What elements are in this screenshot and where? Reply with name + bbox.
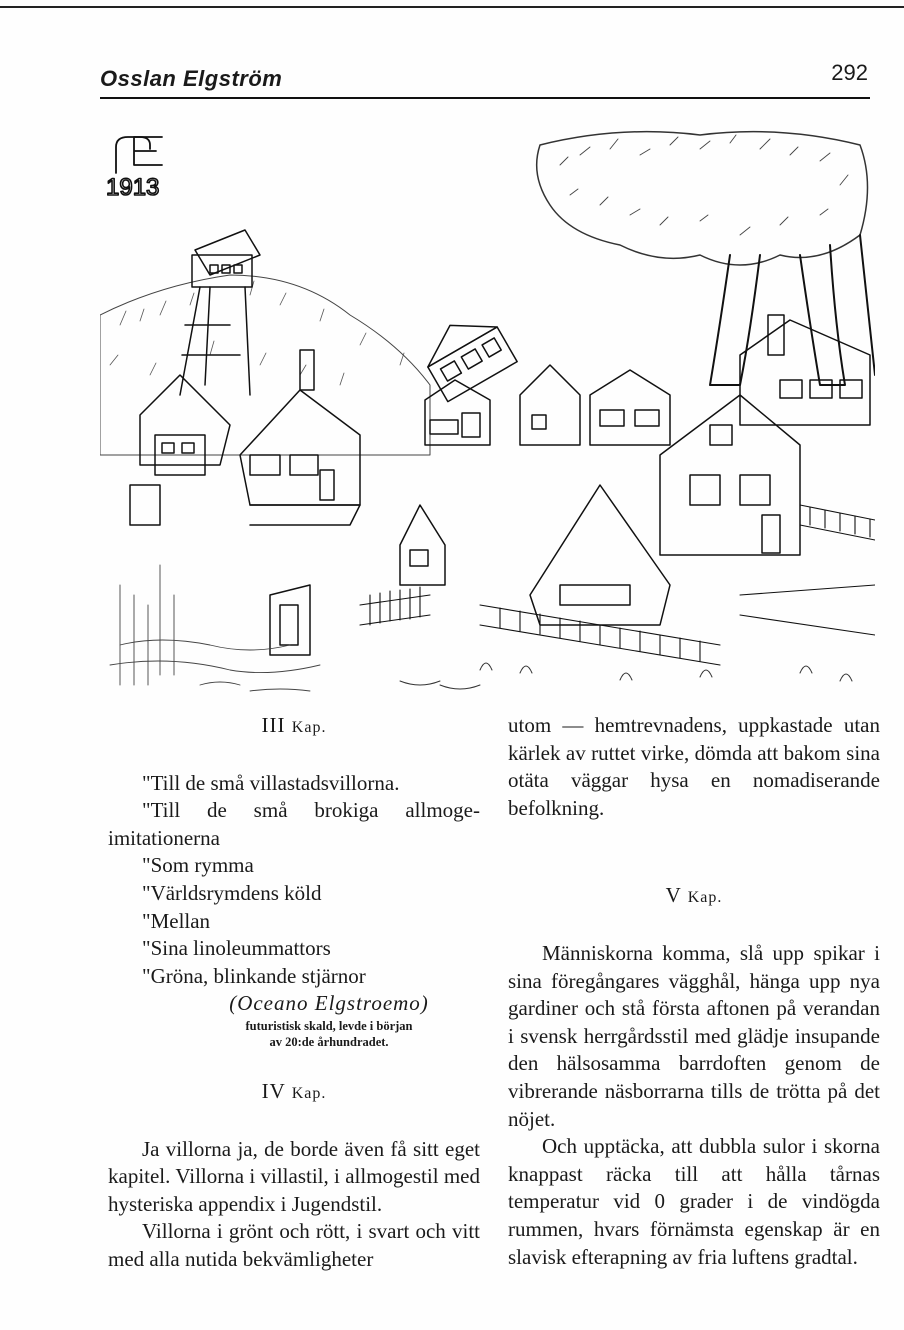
thatched-house-left <box>130 375 230 525</box>
small-shed <box>270 505 445 655</box>
chapter-word: Kap. <box>687 889 723 907</box>
poem-line: "Till de små brokiga allmoge- <box>142 798 480 823</box>
poem-line: "Som rymma <box>142 853 254 878</box>
right-column <box>508 712 880 1271</box>
chapter-numeral: V <box>665 883 682 908</box>
attribution-note-2: av 20:de århundradet. <box>269 1034 389 1049</box>
poem-line: "Sina linoleummattors <box>142 936 331 961</box>
monogram-year: 1913 <box>106 174 160 201</box>
right-houses <box>520 315 870 625</box>
poem-attribution: (Oceano Elgstroemo) <box>229 991 429 1016</box>
body-paragraph: utom — hemtrevnadens, uppkastade utan kärlek av ruttet virke, dömda att bakom sina otäta väggar hysa en nomadiserande befolkning. <box>508 713 880 820</box>
poem-line: "Gröna, blinkande stjärnor <box>142 963 366 988</box>
chapter-word: Kap. <box>291 719 327 736</box>
villa-town-illustration <box>100 125 875 700</box>
chapter-word: Kap. <box>291 1084 327 1102</box>
body-paragraph: Ja villorna ja, de borde även få sitt eget kapitel. Villorna i villastil, i allmogestil med hysteriska appendix i Jugendstil. <box>108 1136 480 1216</box>
left-column <box>108 712 480 1274</box>
chapter-heading-4 <box>108 1078 480 1108</box>
small-house-center <box>425 380 490 445</box>
body-paragraph: Människorna komma, slå upp spikar i sina föregångares vägghål, hänga upp nya gardiner och stå första aftonen på verandan i svensk herrgårdsstil med glädje insupande den hälsosamma barrdoften genom de vibrerande näsborrarna tills de trötta på det nöjet. <box>508 940 880 1131</box>
body-paragraph: Och upptäcka, att dubbla sulor i skorna knappast räcka till att hålla tårnas temperatur vid 0 grader i de vindögda rummen, hvars förnämsta egenskap är en slavisk efterapning av fria luftens gradtal. <box>508 1134 880 1269</box>
poem-block <box>108 770 480 991</box>
page-number: 292 <box>831 60 868 85</box>
chapter-heading-3 <box>108 712 480 742</box>
attribution-note-1: futuristisk skald, levde i början <box>245 1018 413 1033</box>
large-tree <box>537 132 875 385</box>
poem-line: "Till de små villastadsvillorna. <box>142 770 400 795</box>
poem-line: "Världsrymdens köld <box>142 880 322 905</box>
poem-line: imitationerna <box>108 825 220 850</box>
chapter-numeral: IV <box>261 1078 286 1103</box>
running-head-author: Osslan Elgström <box>100 66 283 91</box>
chapter-numeral: III <box>261 713 286 737</box>
top-rule <box>0 6 904 8</box>
chapter-heading-5 <box>508 882 880 912</box>
poem-line: "Mellan <box>142 908 211 933</box>
chimney-house <box>240 350 360 525</box>
artist-monogram <box>116 137 162 173</box>
body-paragraph: Villorna i grönt och rött, i svart och vitt med alla nutida bekvämligheter <box>108 1219 480 1271</box>
header-rule <box>100 97 870 99</box>
stilt-house <box>180 230 260 395</box>
